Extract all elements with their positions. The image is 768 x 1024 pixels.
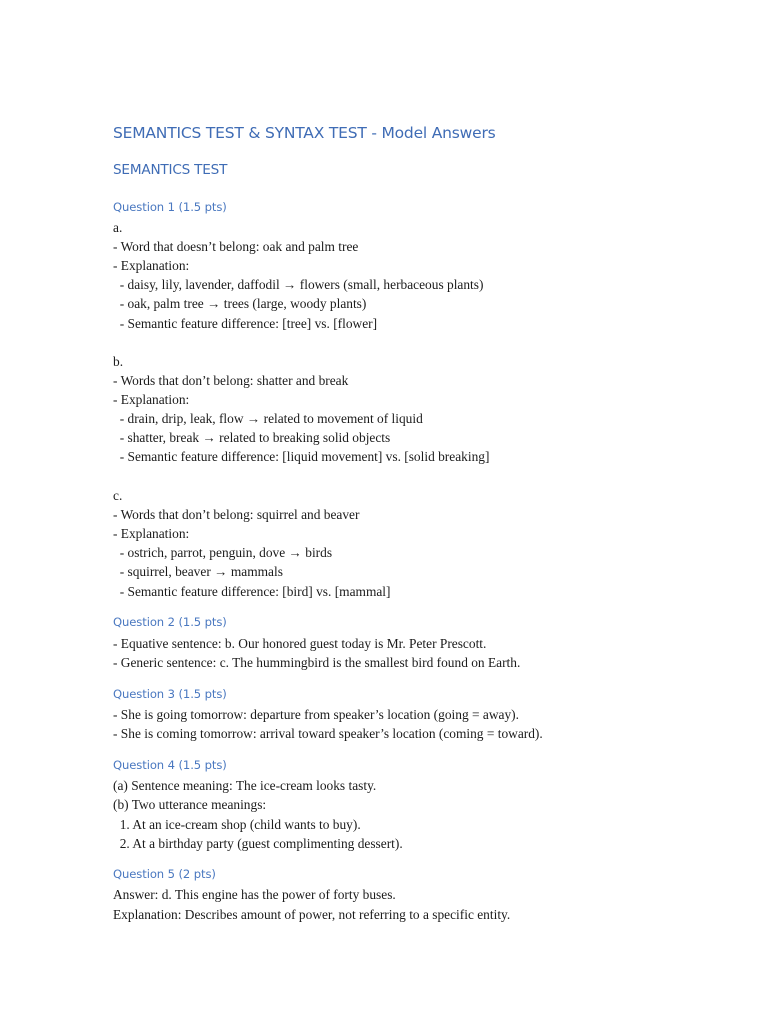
q1-line: - Semantic feature difference: [liquid movement] vs. [solid breaking] (113, 449, 490, 464)
document-title: SEMANTICS TEST & SYNTAX TEST - Model Answers (113, 124, 496, 142)
q1-line: - drain, drip, leak, flow → related to movement of liquid (113, 411, 423, 426)
q1-line: - shatter, break → related to breaking solid objects (113, 430, 391, 445)
q4-line: (b) Two utterance meanings: (113, 797, 267, 812)
q3-line: - She is coming tomorrow: arrival toward speaker’s location (coming = toward). (113, 726, 543, 741)
q4-line: 2. At a birthday party (guest complimenting dessert). (113, 836, 403, 851)
q1-line: - Explanation: (113, 258, 190, 273)
q1-line: - Words that don’t belong: shatter and break (113, 373, 349, 388)
question-2-heading: Question 2 (1.5 pts) (113, 615, 227, 629)
q5-line: Answer: d. This engine has the power of forty buses. (113, 887, 396, 902)
question-3-heading: Question 3 (1.5 pts) (113, 687, 227, 701)
q5-line: Explanation: Describes amount of power, not referring to a specific entity. (113, 907, 511, 922)
q1-line: - Semantic feature difference: [tree] vs. [flower] (113, 316, 378, 331)
q1-line: - squirrel, beaver → mammals (113, 564, 283, 579)
q1-line: - oak, palm tree → trees (large, woody plants) (113, 296, 367, 311)
q1-line: a. (113, 220, 123, 235)
q1-line: - daisy, lily, lavender, daffodil → flowers (small, herbaceous plants) (113, 277, 484, 292)
q1-line: - Words that don’t belong: squirrel and beaver (113, 507, 360, 522)
q1-line: b. (113, 354, 124, 369)
q1-line: - Word that doesn’t belong: oak and palm tree (113, 239, 359, 254)
q1-line: - Semantic feature difference: [bird] vs. [mammal] (113, 584, 391, 599)
q1-line: - Explanation: (113, 392, 190, 407)
question-4-heading: Question 4 (1.5 pts) (113, 758, 227, 772)
q4-line: 1. At an ice-cream shop (child wants to buy). (113, 817, 361, 832)
q4-line: (a) Sentence meaning: The ice-cream looks tasty. (113, 778, 377, 793)
section-title: SEMANTICS TEST (113, 162, 228, 178)
q1-line: - Explanation: (113, 526, 190, 541)
q1-line: - ostrich, parrot, penguin, dove → birds (113, 545, 333, 560)
q2-line: - Equative sentence: b. Our honored guest today is Mr. Peter Prescott. (113, 636, 487, 651)
question-5-heading: Question 5 (2 pts) (113, 867, 216, 881)
question-1-heading: Question 1 (1.5 pts) (113, 200, 227, 214)
q1-line: c. (113, 488, 123, 503)
q3-line: - She is going tomorrow: departure from speaker’s location (going = away). (113, 707, 519, 722)
q2-line: - Generic sentence: c. The hummingbird is the smallest bird found on Earth. (113, 655, 521, 670)
